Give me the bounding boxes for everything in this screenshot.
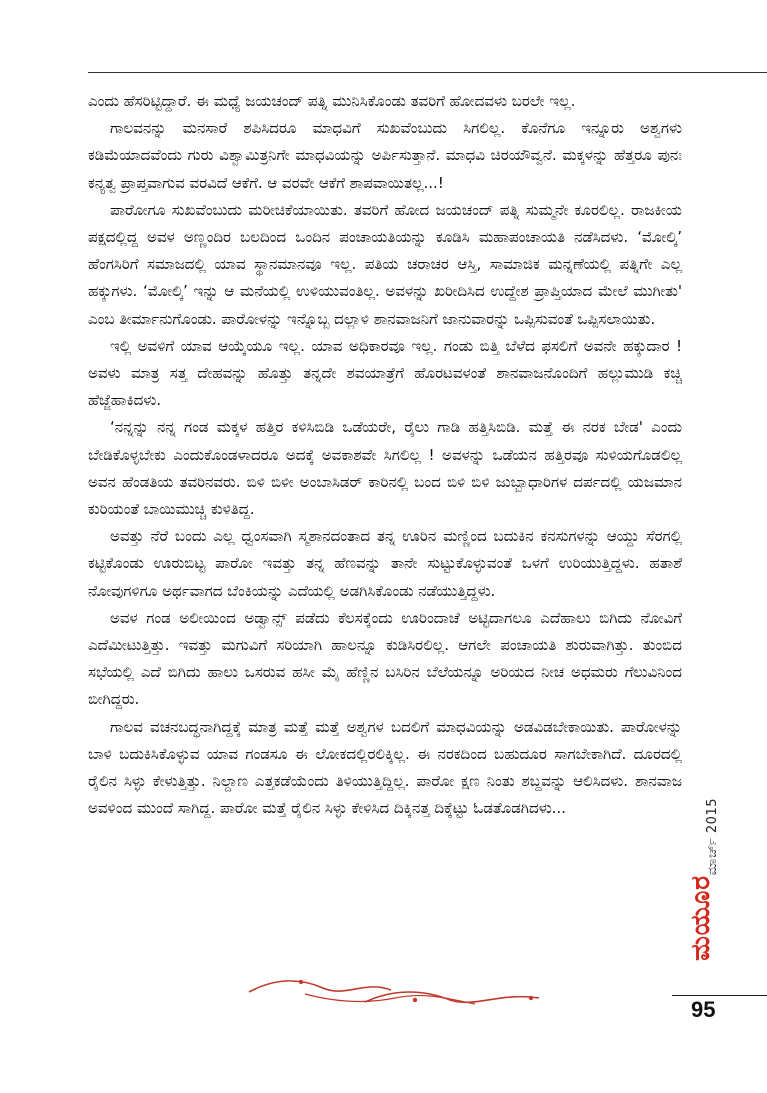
paragraph: ಅವತ್ತು ನೆರೆ ಬಂದು ಎಲ್ಲ ಧ್ವಂಸವಾಗಿ ಸ್ಮಶಾನದಂತಾದ ತನ್ನ ಊರಿನ ಮಣ್ಣಿಂದ ಬದುಕಿನ ಕನಸುಗಳನ್ನು ಆಯ್ದು ಸೆರಗಲ್ಲಿ ಕಟ್ಟಿಕೊಂಡು ಊರುಬಿಟ್ಟ ಪಾರೋ ಇವತ್ತು ತನ್ನ ಹೆಣವನ್ನು ತಾನೇ ಸುಟ್ಟುಕೊಳ್ಳುವಂತೆ ಒಳಗೆ ಉರಿಯುತ್ತಿದ್ದಳು. ಹತಾಶೆ ನೋವುಗಳಿಗೂ ಅರ್ಥವಾಗದ ಬೆಂಕಿಯನ್ನು ಎದೆಯಲ್ಲಿ ಅಡಗಿಸಿಕೊಂಡು ನಡೆಯುತ್ತಿದ್ದಳು.	[88, 527, 682, 600]
paragraph: ‘ನನ್ನನ್ನು ನನ್ನ ಗಂಡ ಮಕ್ಕಳ ಹತ್ತಿರ ಕಳಿಸಿಬಿಡಿ ಒಡೆಯರೇ, ರೈಲು ಗಾಡಿ ಹತ್ತಿಸಿಬಿಡಿ. ಮತ್ತೆ ಈ ನರಕ ಬೇಡ' ಎಂದು ಬೇಡಿಕೊಳ್ಳಬೇಕು ಎಂದುಕೊಂಡಳಾದರೂ ಅದಕ್ಕೆ ಅವಕಾಶವೇ ಸಿಗಲಿಲ್ಲ ! ಅವಳನ್ನು ಒಡೆಯನ ಹತ್ತಿರವೂ ಸುಳಿಯಗೊಡಲಿಲ್ಲ ಅವನ ಹೆಂಡತಿಯ ತವರಿನವರು. ಬಿಳಿ ಬಿಳೀ ಅಂಬಾಸಿಡರ್ ಕಾರಿನಲ್ಲಿ ಬಂದ ಬಿಳಿ ಬಿಳಿ ಜುಬ್ಬಾಧಾರಿಗಳ ದರ್ಪದಲ್ಲಿ ಯಜಮಾನ ಕುರಿಯಂತೆ ಬಾಯಿಮುಚ್ಚಿ ಕುಳಿತಿದ್ದ.	[88, 418, 682, 519]
wave-ornament-icon	[245, 968, 545, 1012]
page-number: 95	[691, 997, 716, 1022]
header-rule	[88, 72, 767, 73]
paragraph: ಅವಳ ಗಂಡ ಅಲೀಯಿಂದ ಅಡ್ವಾನ್ಸ್ ಪಡೆದು ಕೆಲಸಕ್ಕೆಂದು ಊರಿಂದಾಚೆ ಅಟ್ಟಿದಾಗಲೂ ಎದೆಹಾಲು ಬಿಗಿದು ನೋವಿಗೆ ಎದೆಮೀಟುತ್ತಿತ್ತು. ಇವತ್ತು ಮಗುವಿಗೆ ಸರಿಯಾಗಿ ಹಾಲನ್ನೂ ಕುಡಿಸಿರಲಿಲ್ಲ. ಆಗಲೇ ಪಂಚಾಯತಿ ಶುರುವಾಗಿತ್ತು. ತುಂಬಿದ ಸಭೆಯಲ್ಲಿ ಎದೆ ಬಿಗಿದು ಹಾಲು ಒಸರುವ ಹಸೀ ಮೈ ಹೆಣ್ಣಿನ ಬಸಿರಿನ ಬೆಲೆಯನ್ನೂ ಅರಿಯದ ನೀಚ ಅಧಮರು ಗೆಲುವಿನಿಂದ ಬೀಗಿದ್ದರು.	[88, 608, 682, 709]
paragraph: ಇಲ್ಲಿ ಅವಳಿಗೆ ಯಾವ ಆಯ್ಕೆಯೂ ಇಲ್ಲ. ಯಾವ ಅಧಿಕಾರವೂ ಇಲ್ಲ. ಗಂಡು ಬಿತ್ತಿ ಬೆಳೆದ ಫಸಲಿಗೆ ಅವನೇ ಹಕ್ಕುದಾರ ! ಅವಳು ಮಾತ್ರ ಸತ್ತ ದೇಹವನ್ನು ಹೊತ್ತು ತನ್ನದೇ ಶವಯಾತ್ರೆಗೆ ಹೊರಟವಳಂತೆ ಶಾನವಾಜನೊಂದಿಗೆ ಹಲ್ಲುಮುಡಿ ಕಚ್ಚಿ ಹೆಜ್ಜೆಹಾಕಿದಳು.	[88, 336, 682, 410]
paragraph: ಗಾಲವನನ್ನು ಮನಸಾರೆ ಶಪಿಸಿದರೂ ಮಾಧವಿಗೆ ಸುಖವೆಂಬುದು ಸಿಗಲಿಲ್ಲ. ಕೊನೆಗೂ ಇನ್ನೂರು ಅಶ್ವಗಳು ಕಡಿಮೆಯಾದವೆಂದು ಗುರು ವಿಶ್ವಾಮಿತ್ರನಿಗೇ ಮಾಧವಿಯನ್ನು ಅರ್ಪಿಸುತ್ತಾನೆ. ಮಾಧವಿ ಚಿರಯೌವ್ವನೆ. ಮಕ್ಕಳನ್ನು ಹೆತ್ತರೂ ಪುನಃ ಕನ್ಯತ್ವ ಪ್ರಾಪ್ತವಾಗುವ ವರವಿದೆ ಆಕೆಗೆ. ಆ ವರವೇ ಆಕೆಗೆ ಶಾಪವಾಯಿತಲ್ಲ...!	[88, 119, 682, 192]
magazine-brand-label: ಮಯೂರ	[686, 875, 716, 961]
paragraph: ಎಂದು ಹೆಸರಿಟ್ಟಿದ್ದಾರೆ. ಈ ಮಧ್ಯೆ ಜಯಚಂದ್ ಪತ್ನಿ ಮುನಿಸಿಕೊಂಡು ತವರಿಗೆ ಹೋದವಳು ಬರಲೇ ಇಲ್ಲ.	[88, 92, 576, 110]
article-body	[88, 88, 682, 822]
issue-date-label: ಮಾರ್ಚ್ 2015	[705, 798, 720, 876]
paragraph: ಗಾಲವ ವಚನಬದ್ಧನಾಗಿದ್ದಕ್ಕೆ ಮಾತ್ರ ಮತ್ತೆ ಮತ್ತೆ ಅಶ್ವಗಳ ಬದಲಿಗೆ ಮಾಧವಿಯನ್ನು ಅಡವಿಡಬೇಕಾಯಿತು. ಪಾರೋಳನ್ನು ಬಾಳಿ ಬದುಕಿಸಿಕೊಳ್ಳುವ ಯಾವ ಗಂಡಸೂ ಈ ಲೋಕದಲ್ಲಿರಲಿಕ್ಕಿಲ್ಲ. ಈ ನರಕದಿಂದ ಬಹುದೂರ ಸಾಗಬೇಕಾಗಿದೆ. ದೂರದಲ್ಲಿ ರೈಲಿನ ಸಿಳ್ಳು ಕೇಳುತ್ತಿತ್ತು. ನಿಲ್ದಾಣ ಎತ್ತಕಡೆಯೆಂದು ತಿಳಿಯುತ್ತಿದ್ದಿಲ್ಲ. ಪಾರೋ ಕ್ಷಣ ನಿಂತು ಶಬ್ದವನ್ನು ಆಲಿಸಿದಳು. ಶಾನವಾಜ ಅವಳಿಂದ ಮುಂದೆ ಸಾಗಿದ್ದ. ಪಾರೋ ಮತ್ತೆ ರೈಲಿನ ಸಿಳ್ಳು ಕೇಳಿಸಿದ ದಿಕ್ಕಿನತ್ತ ದಿಕ್ಕೆಟ್ಟು ಓಡತೊಡಗಿದಳು...	[88, 717, 682, 818]
paragraph: ಪಾರೋಗೂ ಸುಖವೆಂಬುದು ಮರೀಚಿಕೆಯಾಯಿತು. ತವರಿಗೆ ಹೋದ ಜಯಚಂದ್ ಪತ್ನಿ ಸುಮ್ಮನೇ ಕೂರಲಿಲ್ಲ. ರಾಜಕೀಯ ಪಕ್ಷದಲ್ಲಿದ್ದ ಅವಳ ಅಣ್ಣಂದಿರ ಬಲದಿಂದ ಒಂದಿನ ಪಂಚಾಯತಿಯನ್ನು ಕೂಡಿಸಿ ಮಹಾಪಂಚಾಯತಿ ನಡೆಸಿದಳು. ‘ಮೋಲ್ಕಿ’ ಹೆಂಗಸಿರಿಗೆ ಸಮಾಜದಲ್ಲಿ ಯಾವ ಸ್ಥಾನಮಾನವೂ ಇಲ್ಲ. ಪತಿಯ ಚರಾಚರ ಆಸ್ತಿ, ಸಾಮಾಜಿಕ ಮನ್ನಣೆಯಲ್ಲಿ ಪತ್ನಿಗೇ ಎಲ್ಲ ಹಕ್ಕುಗಳು. ‘ಮೋಲ್ಕಿ’ ಇನ್ನು ಆ ಮನೆಯಲ್ಲಿ ಉಳಿಯುವಂತಿಲ್ಲ. ಅವಳನ್ನು ಖರೀದಿಸಿದ ಉದ್ದೇಶ ಪ್ರಾಪ್ತಿಯಾದ ಮೇಲೆ ಮುಗೀತು' ಎಂಬ ತೀರ್ಮಾನುಗೊಂಡು. ಪಾರೋಳನ್ನು ಇನ್ನೊಬ್ಬ ದಲ್ಲಾಳಿ ಶಾನವಾಜನಿಗೆ ಜಾನುವಾರನ್ನು ಒಪ್ಪಿಸುವಂತೆ ಒಪ್ಪಿಸಲಾಯಿತು.	[88, 200, 682, 328]
footer-rule	[672, 995, 767, 996]
